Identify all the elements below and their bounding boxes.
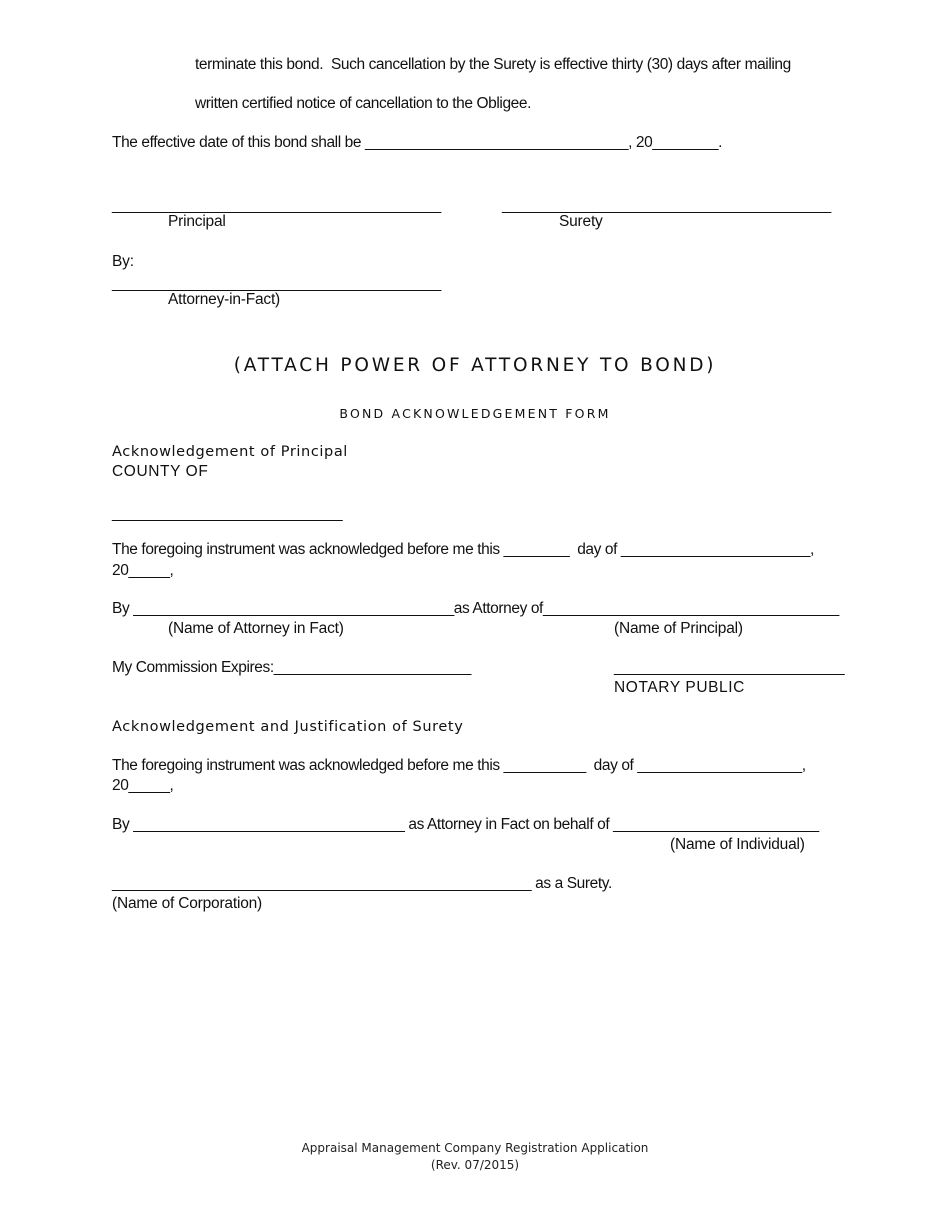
name-of-individual-label: (Name of Individual) <box>670 836 805 853</box>
county-of-label: COUNTY OF <box>112 463 209 480</box>
county-line: ____________________________ <box>112 505 343 522</box>
principal-by-line: By _______________________________________as Attorney of____________________________________ <box>112 600 839 617</box>
notary-signature-line: ____________________________ <box>614 659 845 676</box>
by-label: By: <box>112 253 134 270</box>
principal-ack-heading: Acknowledgement of Principal <box>112 444 348 460</box>
attorney-in-fact-label: Attorney-in-Fact) <box>168 291 281 308</box>
surety-label: Surety <box>559 213 603 230</box>
surety-signature-line: ________________________________________ <box>502 197 831 214</box>
bond-text-line-1: terminate this bond. Such cancellation by the Surety is effective thirty (30) days after mailing <box>195 56 791 73</box>
surety-foregoing-line-2: 20_____, <box>112 777 174 794</box>
attach-power-of-attorney-heading: (ATTACH POWER OF ATTORNEY TO BOND) <box>233 355 717 376</box>
notary-public-label: NOTARY PUBLIC <box>614 679 745 696</box>
principal-foregoing-line-2: 20_____, <box>112 562 174 579</box>
surety-by-line: By _________________________________ as Attorney in Fact on behalf of _________________________ <box>112 816 819 833</box>
surety-foregoing-line-1: The foregoing instrument was acknowledged before me this __________ day of ____________________, <box>112 757 806 774</box>
principal-label: Principal <box>168 213 226 230</box>
principal-signature-line: ________________________________________ <box>112 197 441 214</box>
corporation-surety-line: ___________________________________________________ as a Surety. <box>112 875 612 892</box>
footer-application-title: Appraisal Management Company Registration Application <box>301 1141 649 1155</box>
name-of-principal-label: (Name of Principal) <box>614 620 743 637</box>
bond-acknowledgement-form-title: BOND ACKNOWLEDGEMENT FORM <box>339 406 611 421</box>
surety-ack-heading: Acknowledgement and Justification of Surety <box>112 719 464 735</box>
name-of-corporation-label: (Name of Corporation) <box>112 895 262 912</box>
footer-revision: (Rev. 07/2015) <box>430 1158 520 1172</box>
principal-foregoing-line-1: The foregoing instrument was acknowledged before me this ________ day of _______________________, <box>112 541 814 558</box>
effective-date-line: The effective date of this bond shall be ________________________________, 20________. <box>112 134 722 151</box>
bond-text-line-2: written certified notice of cancellation to the Obligee. <box>195 95 532 112</box>
attorney-signature-line: ________________________________________ <box>112 275 441 292</box>
commission-expires-line: My Commission Expires:________________________ <box>112 659 472 676</box>
name-of-attorney-label: (Name of Attorney in Fact) <box>168 620 344 637</box>
